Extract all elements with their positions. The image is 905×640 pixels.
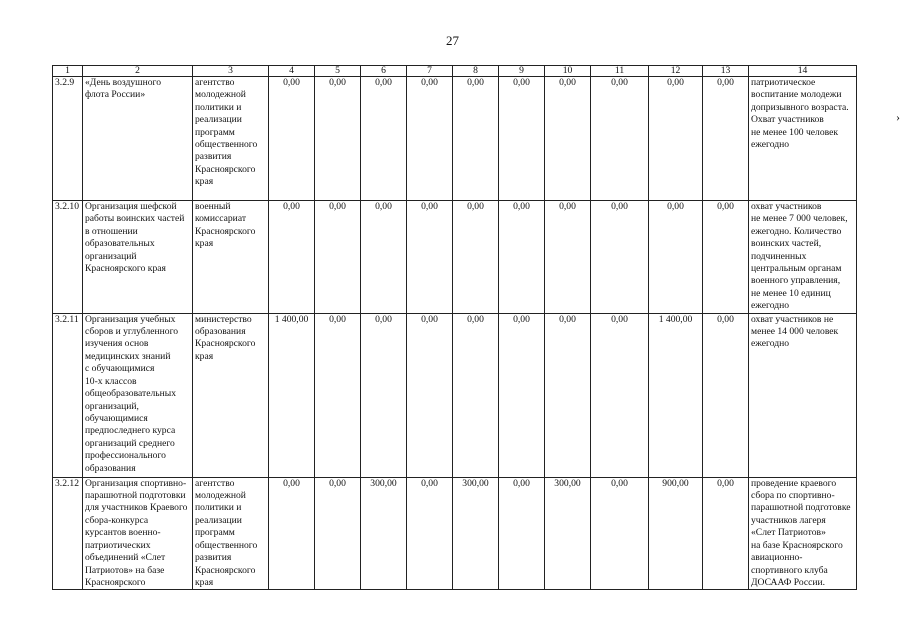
column-number: 11 bbox=[591, 66, 649, 77]
funding-value: 0,00 bbox=[545, 77, 591, 201]
activity-executor: агентство молодежной политики и реализации программ общественного развития Красноярского края bbox=[193, 477, 269, 590]
funding-value: 300,00 bbox=[361, 477, 407, 590]
column-number: 14 bbox=[749, 66, 857, 77]
column-number: 9 bbox=[499, 66, 545, 77]
column-number: 2 bbox=[83, 66, 193, 77]
funding-value: 0,00 bbox=[361, 313, 407, 477]
activity-result: патриотическое воспитание молодежи допризывного возраста. Охват участников не менее 100 человек ежегодно bbox=[749, 77, 857, 201]
funding-value: 0,00 bbox=[407, 77, 453, 201]
funding-value: 300,00 bbox=[453, 477, 499, 590]
funding-value: 0,00 bbox=[453, 77, 499, 201]
funding-value: 0,00 bbox=[315, 477, 361, 590]
column-number: 12 bbox=[649, 66, 703, 77]
funding-value: 0,00 bbox=[649, 77, 703, 201]
funding-value: 0,00 bbox=[315, 201, 361, 314]
funding-value: 0,00 bbox=[591, 313, 649, 477]
funding-value: 0,00 bbox=[407, 477, 453, 590]
activity-name: «День воздушного флота России» bbox=[83, 77, 193, 201]
activity-executor: министерство образования Красноярского края bbox=[193, 313, 269, 477]
column-number: 13 bbox=[703, 66, 749, 77]
funding-value: 1 400,00 bbox=[649, 313, 703, 477]
activity-result: охват участников не менее 7 000 человек, ежегодно. Количество воинских частей, подчиненных центральным органам военного управления, не менее 10 единиц ежегодно bbox=[749, 201, 857, 314]
column-number: 3 bbox=[193, 66, 269, 77]
funding-value: 0,00 bbox=[269, 477, 315, 590]
page-number: 27 bbox=[446, 33, 459, 48]
column-number: 4 bbox=[269, 66, 315, 77]
funding-value: 0,00 bbox=[453, 313, 499, 477]
funding-value: 0,00 bbox=[453, 201, 499, 314]
activity-code: 3.2.9 bbox=[53, 77, 83, 201]
column-number: 7 bbox=[407, 66, 453, 77]
activity-code: 3.2.10 bbox=[53, 201, 83, 314]
funding-value: 0,00 bbox=[591, 201, 649, 314]
column-number: 10 bbox=[545, 66, 591, 77]
funding-value: 0,00 bbox=[361, 77, 407, 201]
funding-value: 1 400,00 bbox=[269, 313, 315, 477]
column-number: 8 bbox=[453, 66, 499, 77]
activity-name: Организация учебных сборов и углубленного изучения основ медицинских знаний с обучающимися 10-х классов общеобразовательных организаций, обучающимися предпоследнего курса организаций среднего профессионального образования bbox=[83, 313, 193, 477]
funding-value: 0,00 bbox=[269, 201, 315, 314]
funding-value: 0,00 bbox=[649, 201, 703, 314]
funding-value: 0,00 bbox=[591, 77, 649, 201]
table-row bbox=[53, 201, 857, 314]
funding-value: 0,00 bbox=[703, 201, 749, 314]
funding-value: 0,00 bbox=[361, 201, 407, 314]
funding-value: 0,00 bbox=[499, 77, 545, 201]
column-number-row bbox=[53, 66, 857, 77]
funding-value: 0,00 bbox=[591, 477, 649, 590]
funding-value: 0,00 bbox=[545, 201, 591, 314]
activity-code: 3.2.12 bbox=[53, 477, 83, 590]
column-number: 6 bbox=[361, 66, 407, 77]
funding-value: 0,00 bbox=[269, 77, 315, 201]
funding-value: 0,00 bbox=[499, 313, 545, 477]
funding-value: 0,00 bbox=[315, 77, 361, 201]
funding-value: 0,00 bbox=[407, 313, 453, 477]
activity-name: Организация шефской работы воинских частей в отношении образовательных организаций Красноярского края bbox=[83, 201, 193, 314]
funding-value: 0,00 bbox=[703, 77, 749, 201]
funding-value: 900,00 bbox=[649, 477, 703, 590]
funding-value: 0,00 bbox=[499, 201, 545, 314]
margin-mark: › bbox=[896, 110, 900, 124]
table-row bbox=[53, 77, 857, 201]
activity-code: 3.2.11 bbox=[53, 313, 83, 477]
funding-value: 0,00 bbox=[703, 313, 749, 477]
funding-value: 0,00 bbox=[545, 313, 591, 477]
column-number: 5 bbox=[315, 66, 361, 77]
activity-executor: агентство молодежной политики и реализации программ общественного развития Красноярского края bbox=[193, 77, 269, 201]
activity-executor: военный комиссариат Красноярского края bbox=[193, 201, 269, 314]
program-activities-table bbox=[52, 65, 857, 590]
funding-value: 0,00 bbox=[703, 477, 749, 590]
funding-value: 300,00 bbox=[545, 477, 591, 590]
column-number: 1 bbox=[53, 66, 83, 77]
funding-value: 0,00 bbox=[315, 313, 361, 477]
activity-name: Организация спортивно- парашютной подготовки для участников Краевого сбора-конкурса курсантов военно- патриотических объединений «Слет Патриотов» на базе Красноярского bbox=[83, 477, 193, 590]
activity-result: проведение краевого сбора по спортивно- парашютной подготовке участников лагеря «Слет Патриотов» на базе Красноярского авиационно- спортивного клуба ДОСААФ России. bbox=[749, 477, 857, 590]
activity-result: охват участников не менее 14 000 человек ежегодно bbox=[749, 313, 857, 477]
table-row bbox=[53, 313, 857, 477]
funding-value: 0,00 bbox=[407, 201, 453, 314]
funding-value: 0,00 bbox=[499, 477, 545, 590]
table-row bbox=[53, 477, 857, 590]
